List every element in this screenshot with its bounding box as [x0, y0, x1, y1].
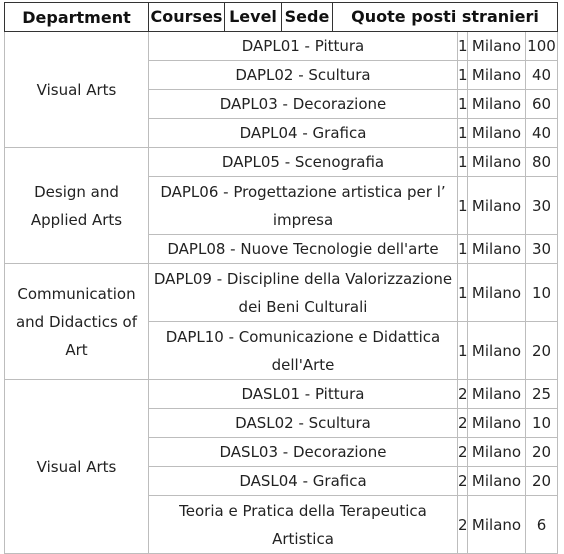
level-cell: 2 — [458, 409, 468, 438]
course-cell: DASL01 - Pittura — [149, 380, 458, 409]
course-cell: DAPL04 - Grafica — [149, 119, 458, 148]
quota-cell: 20 — [526, 322, 558, 380]
course-cell: Teoria e Pratica della Terapeutica Artistica — [149, 496, 458, 554]
sede-cell: Milano — [468, 409, 526, 438]
course-cell: DAPL09 - Discipline della Valorizzazione dei Beni Culturali — [149, 264, 458, 322]
table-row — [5, 32, 558, 61]
level-cell: 1 — [458, 119, 468, 148]
table-row — [5, 380, 558, 409]
level-cell: 2 — [458, 467, 468, 496]
sede-cell: Milano — [468, 177, 526, 235]
level-cell: 2 — [458, 380, 468, 409]
course-cell: DAPL06 - Progettazione artistica per l’ impresa — [149, 177, 458, 235]
sede-cell: Milano — [468, 264, 526, 322]
quota-cell: 40 — [526, 119, 558, 148]
course-cell: DASL04 - Grafica — [149, 467, 458, 496]
sede-cell: Milano — [468, 467, 526, 496]
sede-cell: Milano — [468, 32, 526, 61]
quota-cell: 80 — [526, 148, 558, 177]
sede-cell: Milano — [468, 148, 526, 177]
sede-cell: Milano — [468, 119, 526, 148]
course-cell: DAPL02 - Scultura — [149, 61, 458, 90]
department-cell: Design and Applied Arts — [5, 148, 149, 264]
level-cell: 1 — [458, 32, 468, 61]
level-cell: 1 — [458, 235, 468, 264]
department-cell: Visual Arts — [5, 380, 149, 554]
course-cell: DAPL01 - Pittura — [149, 32, 458, 61]
level-cell: 1 — [458, 177, 468, 235]
table-row — [5, 148, 558, 177]
course-cell: DASL02 - Scultura — [149, 409, 458, 438]
courses-header-label: Courses — [149, 3, 225, 31]
course-cell: DAPL05 - Scenografia — [149, 148, 458, 177]
sede-cell: Milano — [468, 496, 526, 554]
department-header: Department — [5, 3, 149, 32]
quota-cell: 100 — [526, 32, 558, 61]
sede-cell: Milano — [468, 380, 526, 409]
quote-header-label: Quote posti stranieri — [351, 7, 539, 26]
level-cell: 2 — [458, 438, 468, 467]
quota-cell: 20 — [526, 438, 558, 467]
sede-cell: Milano — [468, 90, 526, 119]
course-cell: DASL03 - Decorazione — [149, 438, 458, 467]
table-row — [5, 264, 558, 322]
courses-header — [149, 3, 558, 32]
quota-cell: 40 — [526, 61, 558, 90]
level-cell: 1 — [458, 322, 468, 380]
department-cell: Visual Arts — [5, 32, 149, 148]
course-cell: DAPL10 - Comunicazione e Didattica dell'Arte — [149, 322, 458, 380]
level-cell: 1 — [458, 264, 468, 322]
sede-cell: Milano — [468, 322, 526, 380]
quota-cell: 30 — [526, 235, 558, 264]
level-cell: 2 — [458, 496, 468, 554]
quota-cell: 10 — [526, 409, 558, 438]
sede-cell: Milano — [468, 438, 526, 467]
course-cell: DAPL08 - Nuove Tecnologie dell'arte — [149, 235, 458, 264]
quota-cell: 10 — [526, 264, 558, 322]
department-cell: Communication and Didactics of Art — [5, 264, 149, 380]
quota-cell: 20 — [526, 467, 558, 496]
quota-cell: 6 — [526, 496, 558, 554]
level-header-label: Level — [225, 3, 282, 31]
quota-cell: 25 — [526, 380, 558, 409]
course-cell: DAPL03 - Decorazione — [149, 90, 458, 119]
level-cell: 1 — [458, 148, 468, 177]
quota-cell: 60 — [526, 90, 558, 119]
courses-table — [4, 2, 558, 554]
sede-cell: Milano — [468, 61, 526, 90]
sede-cell: Milano — [468, 235, 526, 264]
quota-cell: 30 — [526, 177, 558, 235]
header-row — [5, 3, 558, 32]
level-cell: 1 — [458, 61, 468, 90]
level-cell: 1 — [458, 90, 468, 119]
sede-header-label: Sede — [282, 3, 333, 31]
